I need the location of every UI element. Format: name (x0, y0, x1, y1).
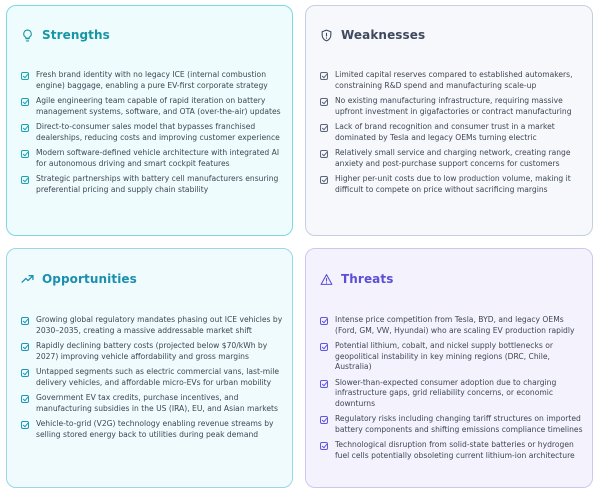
shield-alert-icon (320, 29, 333, 42)
item-text: Growing global regulatory mandates phasing out ICE vehicles by 2030–2035, creating a massive addressable market shift (36, 315, 283, 335)
checkbox-icon (320, 72, 328, 80)
checkbox-icon (21, 124, 29, 132)
warning-triangle-icon (320, 273, 333, 286)
trending-up-icon (21, 273, 34, 286)
checkbox-icon (320, 98, 328, 106)
opportunities-list (21, 315, 284, 445)
item-text: Technological disruption from solid-state batteries or hydrogen fuel cells potentially obsoleting current lithium-ion architecture (335, 440, 575, 460)
item-text: Higher per-unit costs due to low production volume, making it difficult to compete on price without sacrificing margins (335, 174, 571, 194)
item-text: Untapped segments such as electric commercial vans, last-mile delivery vehicles, and affordable micro-EVs for urban mobility (36, 367, 280, 387)
checkbox-icon (21, 98, 29, 106)
item-text: Potential lithium, cobalt, and nickel supply bottlenecks or geopolitical instability in key mining regions (DRC, Chile, Australia) (335, 341, 553, 371)
checkbox-icon (320, 176, 328, 184)
checkbox-icon (320, 343, 328, 351)
checkbox-icon (21, 421, 29, 429)
checkbox-icon (320, 442, 328, 450)
threats-title: Threats (341, 272, 394, 286)
item-text: Rapidly declining battery costs (projected below $70/kWh by 2027) improving vehicle affordability and gross margins (36, 341, 268, 361)
list-item (21, 419, 284, 440)
list-item (320, 174, 584, 195)
list-item (21, 393, 284, 414)
list-item (21, 96, 284, 117)
item-text: Government EV tax credits, purchase incentives, and manufacturing subsidies in the US (IRA), EU, and Asian markets (36, 393, 278, 413)
threats-list (320, 315, 584, 466)
list-item (320, 148, 584, 169)
item-text: Vehicle-to-grid (V2G) technology enabling revenue streams by selling stored energy back to utilities during peak demand (36, 419, 274, 439)
list-item (21, 122, 284, 143)
checkbox-icon (320, 380, 328, 388)
threats-header (320, 272, 393, 286)
item-text: Strategic partnerships with battery cell manufacturers ensuring preferential pricing and supply chain stability (36, 174, 279, 194)
item-text: Lack of brand recognition and consumer trust in a market dominated by Tesla and legacy OEMs turning electric (335, 122, 555, 142)
opportunities-header (21, 272, 137, 286)
weaknesses-list (320, 70, 584, 200)
item-text: Agile engineering team capable of rapid iteration on battery management systems, software, and OTA (over-the-air) updates (36, 96, 281, 116)
lightbulb-icon (21, 29, 34, 42)
item-text: Intense price competition from Tesla, BYD, and legacy OEMs (Ford, GM, VW, Hyundai) who are scaling EV production rapidly (335, 315, 575, 335)
opportunities-card (6, 248, 293, 488)
strengths-header (21, 28, 110, 42)
checkbox-icon (320, 317, 328, 325)
item-text: Direct-to-consumer sales model that bypasses franchised dealerships, reducing costs and improving customer experience (36, 122, 280, 142)
item-text: Fresh brand identity with no legacy ICE (internal combustion engine) baggage, enabling a pure EV-first corporate strategy (36, 70, 268, 90)
list-item (320, 440, 584, 461)
list-item (320, 414, 584, 435)
strengths-list (21, 70, 284, 200)
item-text: Relatively small service and charging network, creating range anxiety and post-purchase support concerns for customers (335, 148, 571, 168)
list-item (21, 315, 284, 336)
list-item (21, 70, 284, 91)
weaknesses-title: Weaknesses (341, 28, 426, 42)
list-item (21, 174, 284, 195)
checkbox-icon (320, 150, 328, 158)
item-text: No existing manufacturing infrastructure, requiring massive upfront investment in gigafactories or contract manufacturing (335, 96, 572, 116)
item-text: Slower-than-expected consumer adoption due to charging infrastructure gaps, grid reliability concerns, or economic downturns (335, 377, 557, 408)
checkbox-icon (21, 176, 29, 184)
list-item (320, 96, 584, 117)
list-item (320, 122, 584, 143)
checkbox-icon (21, 72, 29, 80)
list-item (320, 315, 584, 336)
strengths-card (6, 5, 293, 236)
list-item (320, 378, 584, 410)
strengths-title: Strengths (42, 28, 110, 42)
opportunities-title: Opportunities (42, 272, 137, 286)
list-item (21, 367, 284, 388)
checkbox-icon (21, 150, 29, 158)
checkbox-icon (21, 343, 29, 351)
checkbox-icon (21, 317, 29, 325)
threats-card (305, 248, 593, 488)
checkbox-icon (320, 416, 328, 424)
item-text: Modern software-defined vehicle architecture with integrated AI for autonomous driving and smart cockpit features (36, 148, 280, 168)
weaknesses-header (320, 28, 425, 42)
checkbox-icon (320, 124, 328, 132)
list-item (320, 341, 584, 373)
weaknesses-card (305, 5, 593, 236)
list-item (21, 148, 284, 169)
item-text: Limited capital reserves compared to established automakers, constraining R&D spend and manufacturing scale-up (335, 70, 573, 90)
list-item (320, 70, 584, 91)
checkbox-icon (21, 369, 29, 377)
item-text: Regulatory risks including changing tariff structures on imported battery components and shifting emissions compliance timelines (335, 414, 583, 434)
list-item (21, 341, 284, 362)
checkbox-icon (21, 395, 29, 403)
